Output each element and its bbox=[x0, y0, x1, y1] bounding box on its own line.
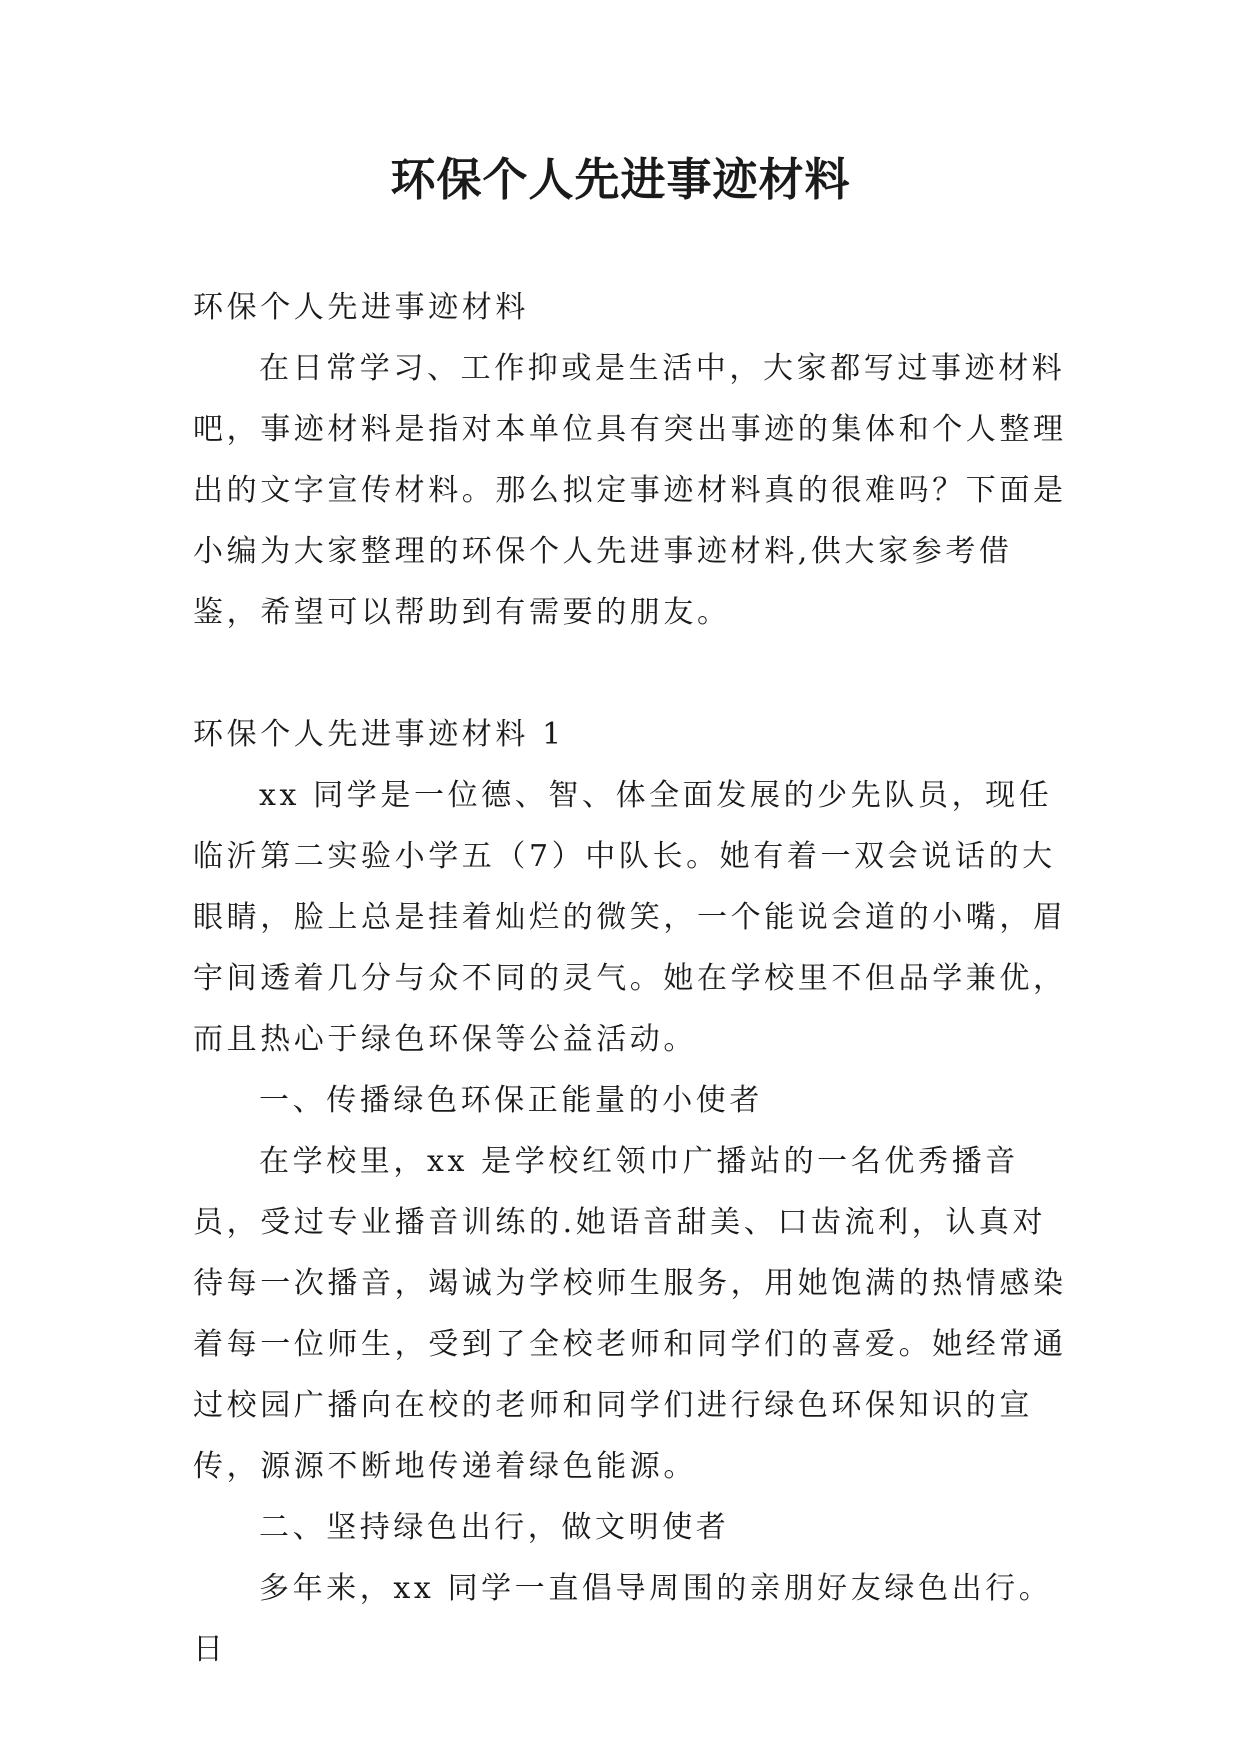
body-paragraph: xx 同学是一位德、智、体全面发展的少先队员，现任临沂第二实验小学五（7）中队长。她有着一双会说话的大眼睛，脸上总是挂着灿烂的微笑，一个能说会道的小嘴，眉宇间透着几分与众不同的灵气。她在学校里不但品学兼优，而且热心于绿色环保等公益活动。 bbox=[193, 778, 1067, 1057]
subtitle: 环保个人先进事迹材料 bbox=[193, 290, 529, 325]
subheading: 二、坚持绿色出行，做文明使者 bbox=[259, 1510, 730, 1545]
document-title: 环保个人先进事迹材料 bbox=[390, 153, 851, 206]
body-paragraph: 多年来，xx 同学一直倡导周围的亲朋好友绿色出行。日 bbox=[193, 1571, 1053, 1667]
document-body bbox=[193, 277, 1073, 1680]
paragraph-gap bbox=[193, 643, 1073, 704]
section-heading: 环保个人先进事迹材料 1 bbox=[193, 717, 565, 752]
subheading: 一、传播绿色环保正能量的小使者 bbox=[259, 1083, 763, 1118]
body-paragraph: 在学校里，xx 是学校红领巾广播站的一名优秀播音员，受过专业播音训练的.她语音甜美、口齿流利，认真对待每一次播音，竭诚为学校师生服务，用她饱满的热情感染着每一位师生，受到了全校老师和同学们的喜爱。她经常通过校园广播向在校的老师和同学们进行绿色环保知识的宣传，源源不断地传递着绿色能源。 bbox=[193, 1144, 1067, 1484]
intro-paragraph: 在日常学习、工作抑或是生活中，大家都写过事迹材料吧，事迹材料是指对本单位具有突出事迹的集体和个人整理出的文字宣传材料。那么拟定事迹材料真的很难吗？下面是小编为大家整理的环保个人先进事迹材料,供大家参考借鉴，希望可以帮助到有需要的朋友。 bbox=[193, 351, 1067, 630]
